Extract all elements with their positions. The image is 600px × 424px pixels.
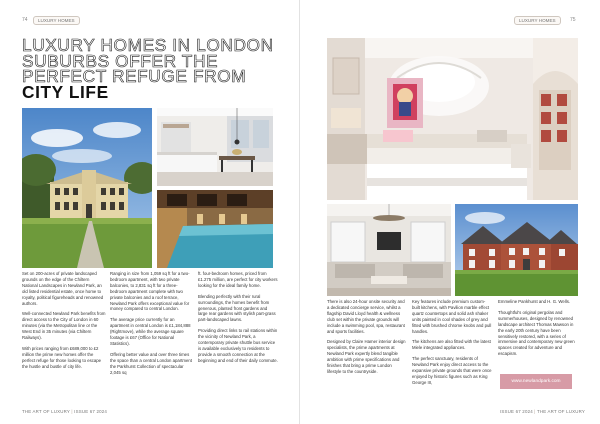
footer: THE ART OF LUXURY | ISSUE 67 2024	[22, 409, 108, 414]
manor-house-photo	[22, 108, 152, 268]
bedroom-photo	[327, 38, 578, 200]
paragraph: Emmeline Pankhurst and H. G. Wells.	[498, 299, 571, 304]
paragraph: Blending perfectly with their rural surroundings, the homes benefit from generous, planted front gardens and large rear gardens with stylish part-grass part-landscaped lawns.	[198, 293, 276, 323]
page-number: 74	[22, 17, 28, 23]
paragraph: Providing direct links to rail stations within the vicinity of Newland Park, a contemporary private shuttle bus service is available exclusively to residents to provide a smooth connection at the beginning and end of their daily commute.	[198, 328, 278, 363]
footer-magazine: THE ART OF LUXURY	[536, 409, 586, 414]
paragraph: Offering better value and over three times the space than a central London apartment the Parkhurst Collection of spectacular 2,045 sq	[110, 351, 192, 375]
living-room-photo	[327, 204, 451, 296]
pool-photo	[157, 190, 273, 268]
paragraph: Ranging in size from 1,059 sq ft for a two-bedroom apartment, with two private balconies, to 2,831 sq ft for a three-bedroom apartment complete with two private balconies and a roof terrace, Newland Park offers exceptional value for money compared to central London.	[110, 271, 190, 312]
headline	[22, 35, 277, 102]
footer-magazine: THE ART OF LUXURY	[22, 409, 70, 414]
body-column-3	[198, 271, 278, 369]
body-column-2	[110, 271, 194, 381]
section-tag: LUXURY HOMES	[514, 16, 561, 25]
paragraph: Designed by Claire Hamer interior design specialists, the prime apartments at Newland Park expertly blend tangible ambition with prime specifications and finishes that bring a prime London lifestyle to the countryside.	[327, 339, 406, 374]
footer-issue: ISSUE 67 2024	[500, 409, 533, 414]
kitchen-photo	[157, 108, 273, 186]
body-column-5	[412, 299, 492, 391]
headline-outline: LUXURY HOMES IN LONDON SUBURBS OFFER THE PERFECT REFUGE FROM	[22, 35, 274, 86]
headline-bold: CITY LIFE	[22, 81, 109, 102]
paragraph: The kitchens are also fitted with the latest Miele integrated appliances.	[412, 339, 491, 351]
paragraph: Set on 200-acres of private landscaped grounds on the edge of the Chiltern National Landscapes in Newland Park, an old listed residential estate, once home to royalty, political figureheads and renowned authors.	[22, 271, 104, 306]
paragraph: With prices ranging from £689,000 to £2 million the prime new homes offer the perfect refuge for those looking to escape the hustle and bustle of city life.	[22, 345, 102, 369]
page-number: 75	[570, 17, 576, 23]
paragraph: Well-connected Newland Park benefits from direct access to the City of London in 60 minutes (via the Metropolitan line or the West End in 35 minutes (via Chiltern Railways).	[22, 311, 106, 341]
paragraph: The average price currently for an apartment in central London is £1,184,888 (Rightmove), while the average square footage is £67 (Office for National Statistics).	[110, 317, 191, 346]
body-column-4	[327, 299, 407, 380]
paragraph: Key features include premium custom-built kitchens, with Pavilion marble effect quartz countertops and solid ash shaker units painted in cool shades of grey and fitted with brushed chrome knobs and pull handles.	[412, 299, 492, 334]
footer-issue: ISSUE 67 2024	[74, 409, 108, 414]
brick-homes-photo	[455, 204, 578, 296]
body-column-1	[22, 271, 106, 375]
footer: ISSUE 67 2024 | THE ART OF LUXURY	[500, 409, 586, 414]
section-tag: LUXURY HOMES	[33, 16, 80, 25]
paragraph: Thoughtful's original pergolas and summerhouses, designed by renowned landscape architect Thomas Mawson in the early 20th century have been sensitively restored, with a series of immersive and contemporary new green spaces created for adventure and escapism.	[498, 309, 575, 357]
body-column-6	[498, 299, 576, 362]
paragraph: There is also 24-hour onsite security and a dedicated concierge service, whilst a flagship David Lloyd health & wellness club set within the private grounds will include a swimming pool, spa, restaurant and sports facilities.	[327, 299, 405, 334]
website-link[interactable]: www.newlandpark.com	[500, 374, 572, 389]
paragraph: ft. four-bedroom homes, priced from £1.275 million, are perfect for city workers looking for the ideal family home.	[198, 271, 278, 288]
paragraph: The perfect sanctuary, residents of Newland Park enjoy direct access to the expansive private grounds that were once enjoyed by historic figures such as King George III,	[412, 356, 492, 385]
